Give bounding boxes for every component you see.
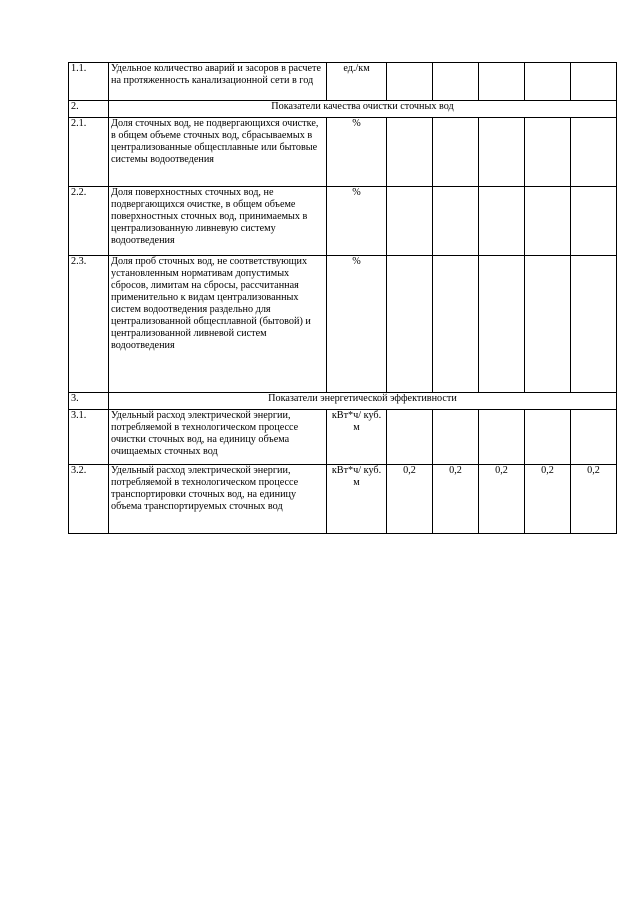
indicator-text: Удельный расход электрической энергии, потребляемой в технологическом процессе транспортировки сточных вод, на единицу объема транспортируемых сточных вод bbox=[109, 465, 327, 534]
value-cell bbox=[525, 63, 571, 101]
value-cell: 0,2 bbox=[571, 465, 617, 534]
value-cell bbox=[571, 256, 617, 393]
table-row bbox=[69, 118, 617, 187]
value-cell: 0,2 bbox=[387, 465, 433, 534]
section-row bbox=[69, 393, 617, 410]
value-cell bbox=[387, 63, 433, 101]
table-row bbox=[69, 410, 617, 465]
value-cell: 0,2 bbox=[525, 465, 571, 534]
value-cell bbox=[479, 256, 525, 393]
value-cell bbox=[571, 187, 617, 256]
value-cell bbox=[525, 410, 571, 465]
value-cell bbox=[571, 410, 617, 465]
unit-cell: кВт*ч/ куб. м bbox=[327, 465, 387, 534]
section-title: Показатели качества очистки сточных вод bbox=[109, 101, 617, 118]
indicators-table bbox=[68, 62, 617, 534]
indicator-text: Удельное количество аварий и засоров в расчете на протяженность канализационной сети в год bbox=[109, 63, 327, 101]
table-row bbox=[69, 465, 617, 534]
row-number: 1.1. bbox=[69, 63, 109, 101]
indicator-text: Доля проб сточных вод, не соответствующих установленным нормативам допустимых сбросов, лимитам на сбросы, рассчитанная применительно к видам централизованных систем водоотведения раздельно для централизованной общесплавной (бытовой) и централизованной ливневой систем водоотведения bbox=[109, 256, 327, 393]
value-cell bbox=[433, 410, 479, 465]
unit-cell: ед./км bbox=[327, 63, 387, 101]
value-cell bbox=[525, 118, 571, 187]
value-cell bbox=[479, 118, 525, 187]
table-row bbox=[69, 256, 617, 393]
section-number: 3. bbox=[69, 393, 109, 410]
indicator-text: Удельный расход электрической энергии, потребляемой в технологическом процессе очистки сточных вод, на единицу объема очищаемых сточных вод bbox=[109, 410, 327, 465]
value-cell bbox=[571, 118, 617, 187]
row-number: 3.1. bbox=[69, 410, 109, 465]
value-cell bbox=[387, 256, 433, 393]
section-title: Показатели энергетической эффективности bbox=[109, 393, 617, 410]
row-number: 2.1. bbox=[69, 118, 109, 187]
value-cell bbox=[387, 187, 433, 256]
value-cell bbox=[433, 187, 479, 256]
value-cell bbox=[387, 118, 433, 187]
table-row bbox=[69, 187, 617, 256]
value-cell bbox=[525, 256, 571, 393]
value-cell bbox=[571, 63, 617, 101]
section-row bbox=[69, 101, 617, 118]
value-cell bbox=[387, 410, 433, 465]
value-cell bbox=[479, 410, 525, 465]
value-cell bbox=[433, 63, 479, 101]
value-cell bbox=[479, 187, 525, 256]
unit-cell: кВт*ч/ куб. м bbox=[327, 410, 387, 465]
row-number: 2.3. bbox=[69, 256, 109, 393]
value-cell bbox=[433, 118, 479, 187]
row-number: 3.2. bbox=[69, 465, 109, 534]
value-cell bbox=[525, 187, 571, 256]
value-cell bbox=[433, 256, 479, 393]
value-cell: 0,2 bbox=[433, 465, 479, 534]
row-number: 2.2. bbox=[69, 187, 109, 256]
value-cell bbox=[479, 63, 525, 101]
table-row bbox=[69, 63, 617, 101]
unit-cell: % bbox=[327, 256, 387, 393]
unit-cell: % bbox=[327, 187, 387, 256]
indicator-text: Доля поверхностных сточных вод, не подвергающихся очистке, в общем объеме поверхностных сточных вод, принимаемых в централизованную ливневую систему водоотведения bbox=[109, 187, 327, 256]
section-number: 2. bbox=[69, 101, 109, 118]
unit-cell: % bbox=[327, 118, 387, 187]
value-cell: 0,2 bbox=[479, 465, 525, 534]
indicator-text: Доля сточных вод, не подвергающихся очистке, в общем объеме сточных вод, сбрасываемых в централизованные общесплавные или бытовые системы водоотведения bbox=[109, 118, 327, 187]
